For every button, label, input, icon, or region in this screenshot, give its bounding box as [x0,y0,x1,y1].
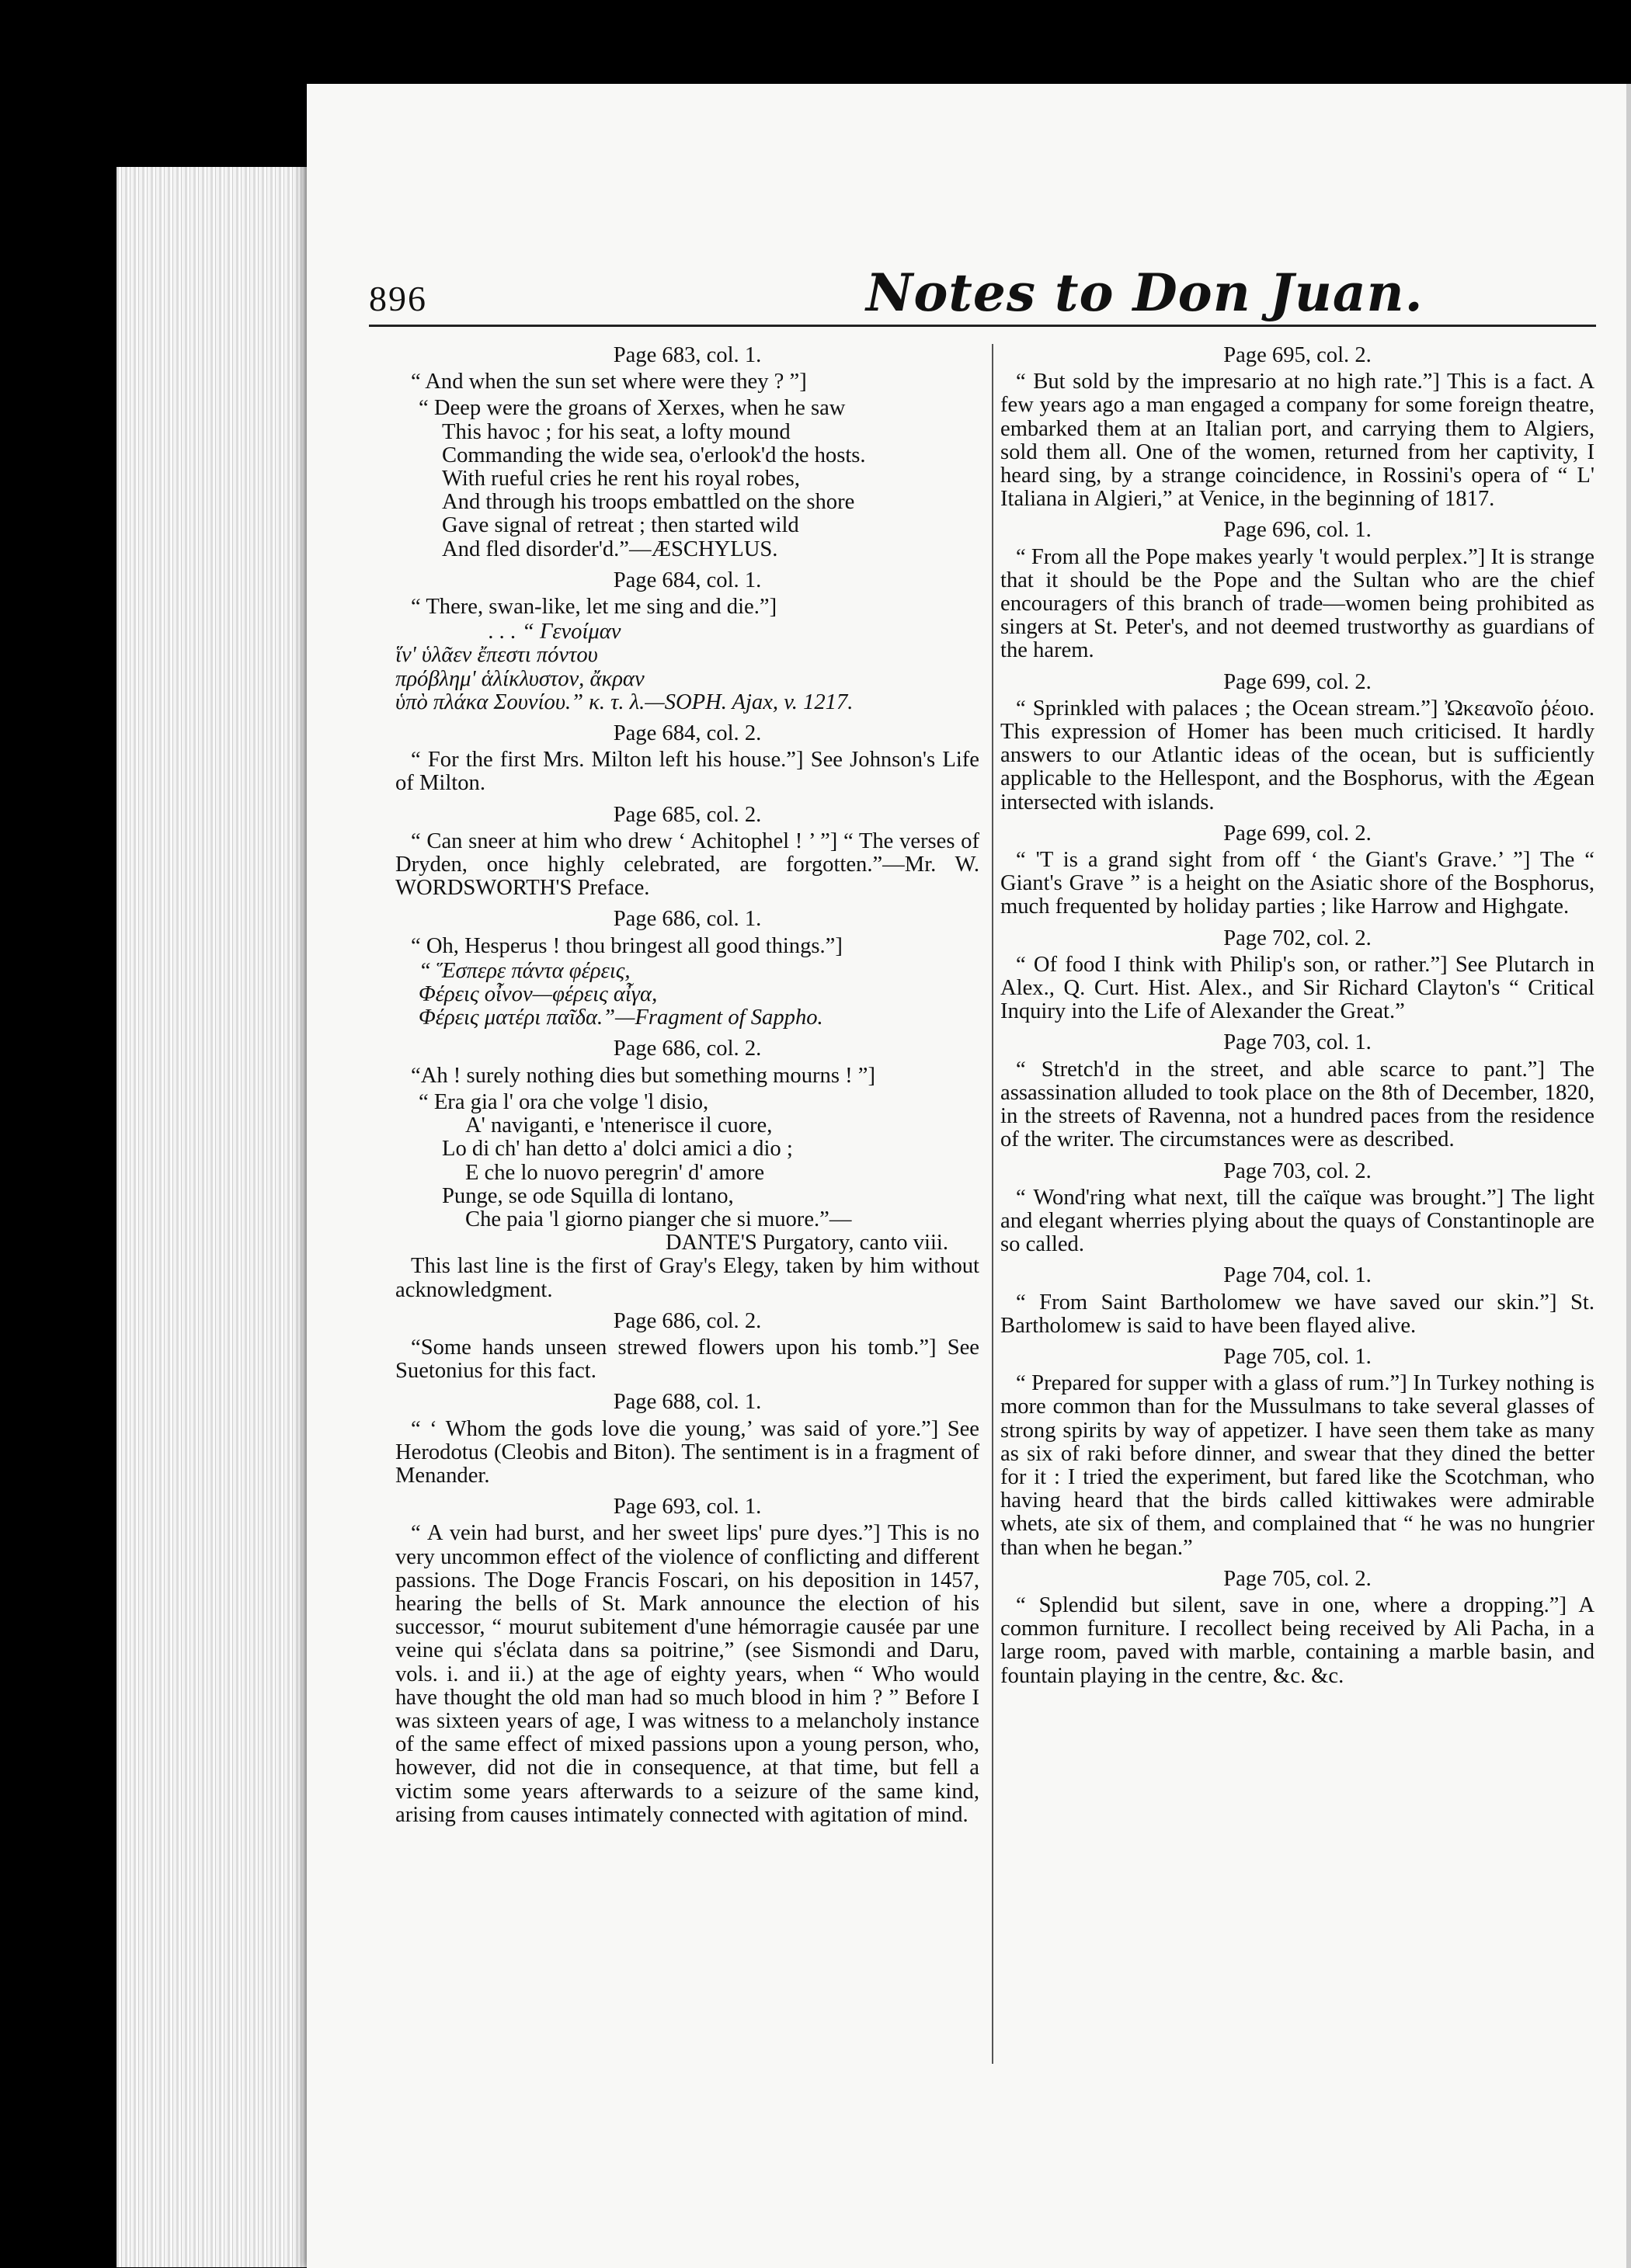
note [1000,822,1594,919]
note-text: “ Wond'ring what next, till the caïque was brought.”] The light and elegant wherries plying about the quays of Constantinople are so called. [1000,1185,1594,1257]
note-text: “ From Saint Bartholomew we have saved our skin.”] St. Bartholomew is said to have been flayed alive. [1000,1290,1594,1338]
note [1000,927,1594,1024]
note-text: “ ‘ Whom the gods love die young,’ was said of yore.”] See Herodotus (Cleobis and Biton). The sentiment is in a fragment of Menander. [395,1416,979,1488]
note [395,722,979,796]
verse-line: Lo di ch' han detto a' dolci amici a dio ; [442,1137,793,1162]
note-text: “ 'T is a grand sight from off ‘ the Giant's Grave.’ ”] The “ Giant's Grave ” is a height on the Asiatic shore of the Bosphorus, much frequented by holiday parties ; like Harrow and Highgate. [1000,848,1594,919]
note [395,1495,979,1827]
note-text: “ Can sneer at him who drew ‘ Achitophel ! ’ ”] “ The verses of Dryden, once highly celebrated, are forgotten.”—Mr. W. WORDSWORTH'S Preface. [395,828,979,901]
note [1000,1264,1594,1338]
note-text: “ Of food I think with Philip's son, or rather.”] See Plutarch in Alex., Q. Curt. Hist. Alex., and Sir Richard Clayton's “ Critical Inquiry into the Life of Alexander the Great.” [1000,952,1594,1024]
note-text: “ There, swan-like, let me sing and die.”] [411,595,777,620]
verse-line: E che lo nuovo peregrin' d' amore [465,1160,765,1185]
running-title: Notes to Don Juan. [866,262,1424,323]
verse-line: This havoc ; for his seat, a lofty mound [442,419,791,444]
note [1000,671,1594,814]
note-heading: Page 693, col. 1. [613,1495,762,1520]
note-heading: Page 705, col. 1. [1223,1344,1372,1369]
note-heading: Page 695, col. 2. [1223,343,1372,367]
note [1000,1160,1594,1257]
greek-quote [395,620,979,714]
note [395,1391,979,1488]
note-text: “ Splendid but silent, save in one, where a dropping.”] A common furniture. I recollect being received by Ali Pacha, in a large room, paved with marble, containing a marble basin, and fountain playing in the centre, &c. &c. [1000,1592,1594,1688]
note-text: “ Sprinkled with palaces ; the Ocean stream.”] Ὠκεανοῖο ῥέοιο. This expression of Homer has been much criticised. It hardly answers to our Atlantic ideas of the ocean, but is sufficiently applicable to the Hellespont, and the Bosphorus, with the Ægean intersected with islands. [1000,696,1594,814]
note-heading: Page 684, col. 2. [613,721,762,746]
note-heading: Page 703, col. 2. [1223,1158,1372,1183]
note-text: “ For the first Mrs. Milton left his house.”] See Johnson's Life of Milton. [395,748,979,796]
note-heading: Page 688, col. 1. [613,1390,762,1415]
column-divider [992,344,993,2064]
note [1000,1346,1594,1560]
verse-attribution: DANTE'S Purgatory, canto viii. [665,1231,948,1256]
note-text: “ And when the sun set where were they ? ”] [411,370,807,394]
greek-quote [395,960,979,1030]
verse-line: “ Era gia l' ora che volge 'l disio, [419,1089,709,1114]
verse-quote [419,397,979,561]
verse-line: Commanding the wide sea, o'erlook'd the hosts. [442,443,866,467]
note-heading: Page 685, col. 2. [613,802,762,827]
greek-line: “ Ἕσπερε πάντα φέρεις, [419,958,631,983]
note-text: “Ah ! surely nothing dies but something mourns ! ”] [411,1063,875,1088]
note-heading: Page 686, col. 2. [613,1037,762,1061]
note-heading: Page 703, col. 1. [1223,1030,1372,1055]
note-text: “ Oh, Hesperus ! thou bringest all good things.”] [411,933,843,958]
verse-line: And through his troops embattled on the shore [442,490,855,515]
note-text: “ Stretch'd in the street, and able scarce to pant.”] The assassination alluded to took place on the 8th of December, 1820, in the streets of Ravenna, not a hundred paces from the residence of the writer. The circumstances were as described. [1000,1057,1594,1152]
note-heading: Page 705, col. 2. [1223,1566,1372,1591]
note [395,1310,979,1384]
verse-line: Gave signal of retreat ; then started wild [442,513,799,538]
note-heading: Page 686, col. 2. [613,1308,762,1333]
note-heading: Page 702, col. 2. [1223,926,1372,950]
page-right-edge [1626,84,1631,2268]
verse-line: And fled disorder'd.”—ÆSCHYLUS. [442,537,778,561]
page-header [369,185,1596,327]
note-heading: Page 686, col. 1. [613,907,762,932]
note-heading: Page 699, col. 2. [1223,669,1372,694]
page-number: 896 [369,279,427,318]
note [395,569,979,714]
note-heading: Page 684, col. 1. [613,568,762,592]
note [395,344,979,561]
page-edge-stack [116,167,315,2267]
note-heading: Page 704, col. 1. [1223,1263,1372,1288]
right-column [1000,344,1594,1696]
verse-quote [419,1091,979,1255]
greek-line: ἵν' ὑλᾶεν ἔπεστι πόντου [395,643,598,668]
note-text: “ From all the Pope makes yearly 't would perplex.”] It is strange that it should be the Pope and the Sultan who are the chief encouragers of this branch of trade—women being prohibited as singers at St. Peter's, and not deemed trustworthy as guardians of the harem. [1000,544,1594,663]
note-text: “ Prepared for supper with a glass of rum.”] In Turkey nothing is more common than for the Mussulmans to take several glasses of strong spirits by way of appetizer. I have seen them take as many as six of raki before dinner, and swear that they dined the better for it : I tried the experiment, but fared like the Scotchman, who having heard that the birds called kittiwakes were admirable whets, ate six of them, and complained that “ he was no hungrier than when he began.” [1000,1371,1594,1560]
note-text: “ But sold by the impresario at no high rate.”] This is a fact. A few years ago a man engaged a company for some foreign theatre, embarked them at an Italian port, and carrying them to Algiers, sold them all. One of the women, returned from her captivity, I heard sing, by a strange coincidence, in Rossini's opera of “ L' Italiana in Algieri,” at Venice, in the beginning of 1817. [1000,370,1594,512]
note [1000,344,1594,511]
note [1000,1568,1594,1688]
note [1000,1031,1594,1151]
greek-line: . . . “ Γενοίμαν [489,620,621,644]
verse-line: A' naviganti, e 'ntenerisce il cuore, [465,1113,773,1138]
book-page [307,84,1631,2268]
note [395,908,979,1030]
verse-line: Che paia 'l giorno pianger che si muore.”— [465,1207,852,1231]
note-text: “Some hands unseen strewed flowers upon his tomb.”] See Suetonius for this fact. [395,1335,979,1384]
note [395,804,979,901]
note-text: This last line is the first of Gray's Elegy, taken by him without acknowledgment. [395,1254,979,1302]
verse-line: Punge, se ode Squilla di lontano, [442,1183,734,1208]
note-heading: Page 696, col. 1. [1223,518,1372,543]
note [395,1037,979,1301]
note-heading: Page 683, col. 1. [613,343,762,367]
verse-line: “ Deep were the groans of Xerxes, when he saw [419,396,846,421]
greek-line: ὑπὸ πλάκα Σουνίου.” κ. τ. λ.—SOPH. Ajax, v. 1217. [395,689,854,714]
note-heading: Page 699, col. 2. [1223,821,1372,846]
note [1000,519,1594,662]
note-text: “ A vein had burst, and her sweet lips' pure dyes.”] This is no very uncommon effect of the violence of conflicting and different passions. The Doge Francis Foscari, on his deposition in 1457, hearing the bells of St. Mark announce the election of his successor, “ mourut subitement d'une hémorragie causée par une veine qui s'éclata dans sa poitrine,” (see Sismondi and Daru, vols. i. and ii.) at the age of eighty years, when “ Who would have thought the old man had so much blood in him ? ” Before I was sixteen years of age, I was witness to a melancholy instance of the same effect of mixed passions upon a young person, who, however, did not die in consequence, at that time, but fell a victim some years afterwards to a seizure of the same kind, arising from causes intimately connected with agitation of mind. [395,1521,979,1827]
greek-line: Φέρεις οἶνον—φέρεις αἶγα, [419,982,658,1007]
greek-line: πρόβλημ' ἁλίκλυστον, ἄκραν [395,666,645,691]
greek-line: Φέρεις ματέρι παῖδα.”—Fragment of Sappho. [419,1005,823,1030]
verse-line: With rueful cries he rent his royal robes, [442,467,800,491]
left-column [395,344,979,1835]
